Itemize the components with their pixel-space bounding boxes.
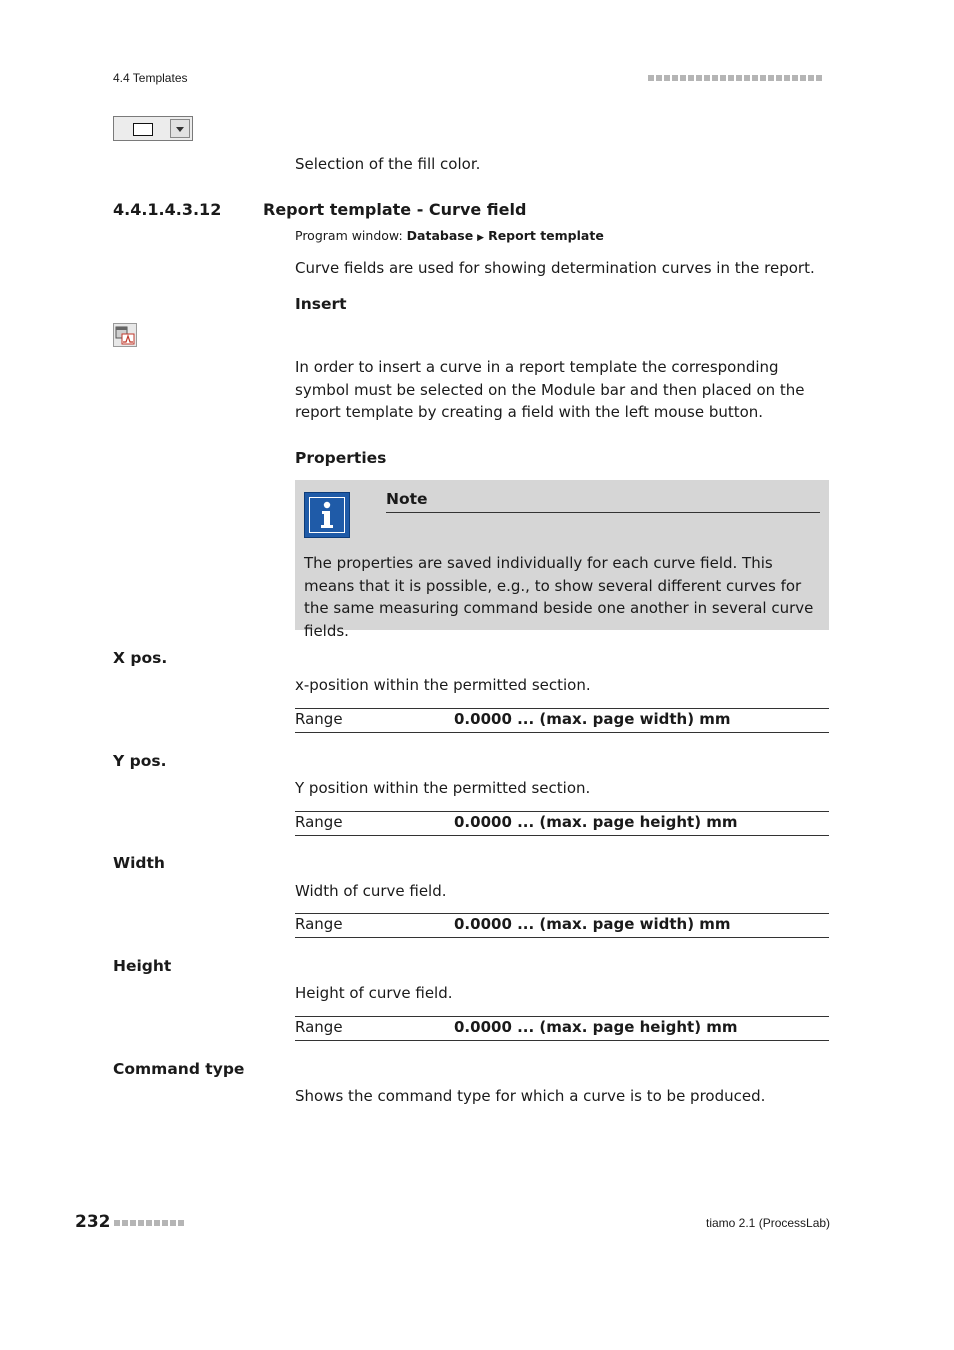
page-number: 232 <box>75 1212 111 1232</box>
section-description: Curve fields are used for showing determination curves in the report. <box>295 259 815 277</box>
property-label-command-type: Command type <box>113 1060 245 1078</box>
property-description-x-pos: x-position within the permitted section. <box>295 676 591 694</box>
range-table-width <box>295 913 829 938</box>
range-value: 0.0000 ... (max. page width) mm <box>454 710 731 728</box>
property-label-width: Width <box>113 854 165 872</box>
info-icon <box>304 492 350 538</box>
range-label: Range <box>295 813 343 831</box>
color-dropdown-icon <box>113 116 193 141</box>
footer-product: tiamo 2.1 (ProcessLab) <box>706 1216 831 1230</box>
property-description-command-type: Shows the command type for which a curve is to be produced. <box>295 1087 766 1105</box>
range-table-height <box>295 1016 829 1041</box>
range-label: Range <box>295 915 343 933</box>
breadcrumb-arrow-icon: ▶ <box>477 233 485 243</box>
range-value: 0.0000 ... (max. page width) mm <box>454 915 731 933</box>
fill-color-text: Selection of the fill color. <box>295 155 481 173</box>
property-label-y-pos: Y pos. <box>113 752 167 770</box>
curve-field-icon <box>113 323 137 347</box>
chevron-down-icon <box>170 119 190 138</box>
breadcrumb-database: Database <box>406 228 474 243</box>
program-window-path <box>295 228 604 243</box>
color-swatch <box>133 123 153 136</box>
property-description-width: Width of curve field. <box>295 882 447 900</box>
range-value: 0.0000 ... (max. page height) mm <box>454 1018 738 1036</box>
property-description-y-pos: Y position within the permitted section. <box>295 779 591 797</box>
section-number: 4.4.1.4.3.12 <box>113 200 222 219</box>
property-label-height: Height <box>113 957 172 975</box>
note-box <box>295 480 829 640</box>
range-label: Range <box>295 1018 343 1036</box>
property-description-height: Height of curve field. <box>295 984 453 1002</box>
header-decoration <box>648 75 822 81</box>
header-section: 4.4 Templates <box>113 71 188 85</box>
program-window-label: Program window: <box>295 228 403 243</box>
range-table-x-pos <box>295 708 829 733</box>
breadcrumb-report-template: Report template <box>488 228 604 243</box>
insert-heading: Insert <box>295 295 347 313</box>
properties-heading: Properties <box>295 449 387 467</box>
range-label: Range <box>295 710 343 728</box>
range-value: 0.0000 ... (max. page height) mm <box>454 813 738 831</box>
insert-text: In order to insert a curve in a report template the corresponding symbol must be selected on the Module bar and then placed on the report template by creating a field with the left mouse button. <box>295 358 805 421</box>
note-text: The properties are saved individually for each curve field. This means that it is possible, e.g., to show several different curves for the same measuring command beside one another in several curve fields. <box>304 554 814 640</box>
range-table-y-pos <box>295 811 829 836</box>
section-title: Report template - Curve field <box>263 200 527 219</box>
footer-decoration <box>114 1220 184 1226</box>
property-label-x-pos: X pos. <box>113 649 168 667</box>
note-title: Note <box>386 490 820 513</box>
